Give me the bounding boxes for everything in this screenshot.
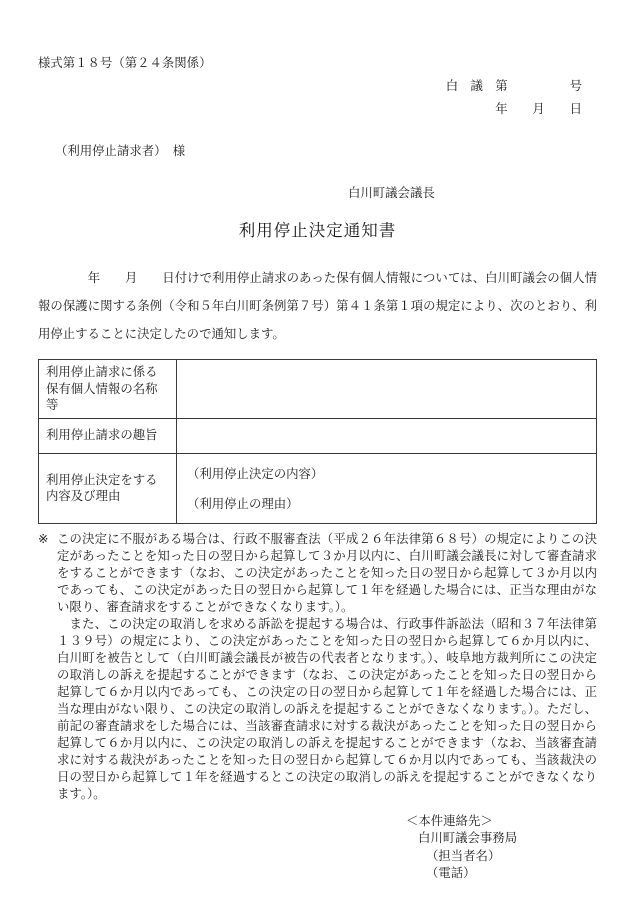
table-row-decision-content-reason (39, 453, 597, 523)
document-number-line: 白 議 第 号 (445, 79, 582, 93)
document-title: 利用停止決定通知書 (238, 221, 397, 240)
contact-phone: （電話） (426, 866, 476, 880)
row-label-personal-info-name: 利用停止請求に係る保有個人情報の名称等 (39, 360, 177, 419)
addressee-line: （利用停止請求者） 様 (55, 144, 186, 158)
contact-office: 白川町議会事務局 (418, 831, 518, 845)
contact-block (38, 813, 597, 883)
note-marker: ※ (38, 531, 49, 546)
suspension-reason-caption: （利用停止の理由） (187, 496, 299, 511)
table-row-personal-info-name (39, 360, 597, 419)
form-number: 様式第１８号（第２４条関係） (38, 56, 212, 70)
note-paragraph-lawsuit: また、この決定の取消しを求める訴訟を提起する場合は、行政事件訴訟法（昭和３７年法律第１３９号）の規定により、この決定があったことを知った日の翌日から起算して６か月以内に、白川町を被告として（白川町議会議長が被告の代表者となります。）、岐阜地方裁判所にこの決定の取消しの訴えを提起することができます（なお、この決定があったことを知った日の翌日から起算して６か月以内であっても、この決定の日の翌日から起算して１年を経過した場合には、正当な理由がない限り、この決定の取消しの訴えを提起することができなくなります。）。ただし、前記の審査請求をした場合には、当該審査請求に対する裁決があったことを知った日の翌日から起算して６か月以内に、この決定の取消しの訴えを提起することができます（なお、当該審査請求に対する裁決があったことを知った日の翌日から起算して６か月以内であっても、当該裁決の日の翌日から起算して１年を経過するとこの決定の取消しの訴えを提起することができなくなります。）。 (57, 616, 597, 801)
sender-line: 白川町議会議長 (348, 186, 435, 200)
contact-person: （担当者名） (426, 848, 501, 863)
body-paragraph: 年 月 日付けで利用停止請求のあった保有個人情報については、白川町議会の個人情報の保護に関する条例（令和５年白川町条例第７号）第４１条第１項の規定により、次のとおり、利用停止することに決定したので通知します。 (38, 271, 597, 341)
note-section (38, 531, 597, 803)
table-row-request-purpose (39, 418, 597, 453)
note-paragraph-appeal: この決定に不服がある場合は、行政不服審査法（平成２６年法律第６８号）の規定によりこの決定があったことを知った日の翌日から起算して３か月以内に、白川町議会議長に対して審査請求をすることができます（なお、この決定があったことを知った日の翌日から起算して３か月以内であっても、この決定があった日の翌日から起算して１年を経過した場合には、正当な理由がない限り、審査請求をすることができなくなります。）。 (57, 531, 597, 614)
date-line: 年 月 日 (495, 102, 582, 116)
row-value-decision-content-reason (177, 453, 597, 523)
row-value-request-purpose (177, 418, 597, 453)
row-label-request-purpose: 利用停止請求の趣旨 (39, 418, 177, 453)
decision-content-caption: （利用停止決定の内容） (187, 466, 324, 481)
contact-header: ＜本件連絡先＞ (406, 813, 493, 828)
row-value-personal-info-name (177, 360, 597, 419)
row-label-decision-content-reason: 利用停止決定をする内容及び理由 (39, 453, 177, 523)
decision-table (38, 359, 597, 524)
